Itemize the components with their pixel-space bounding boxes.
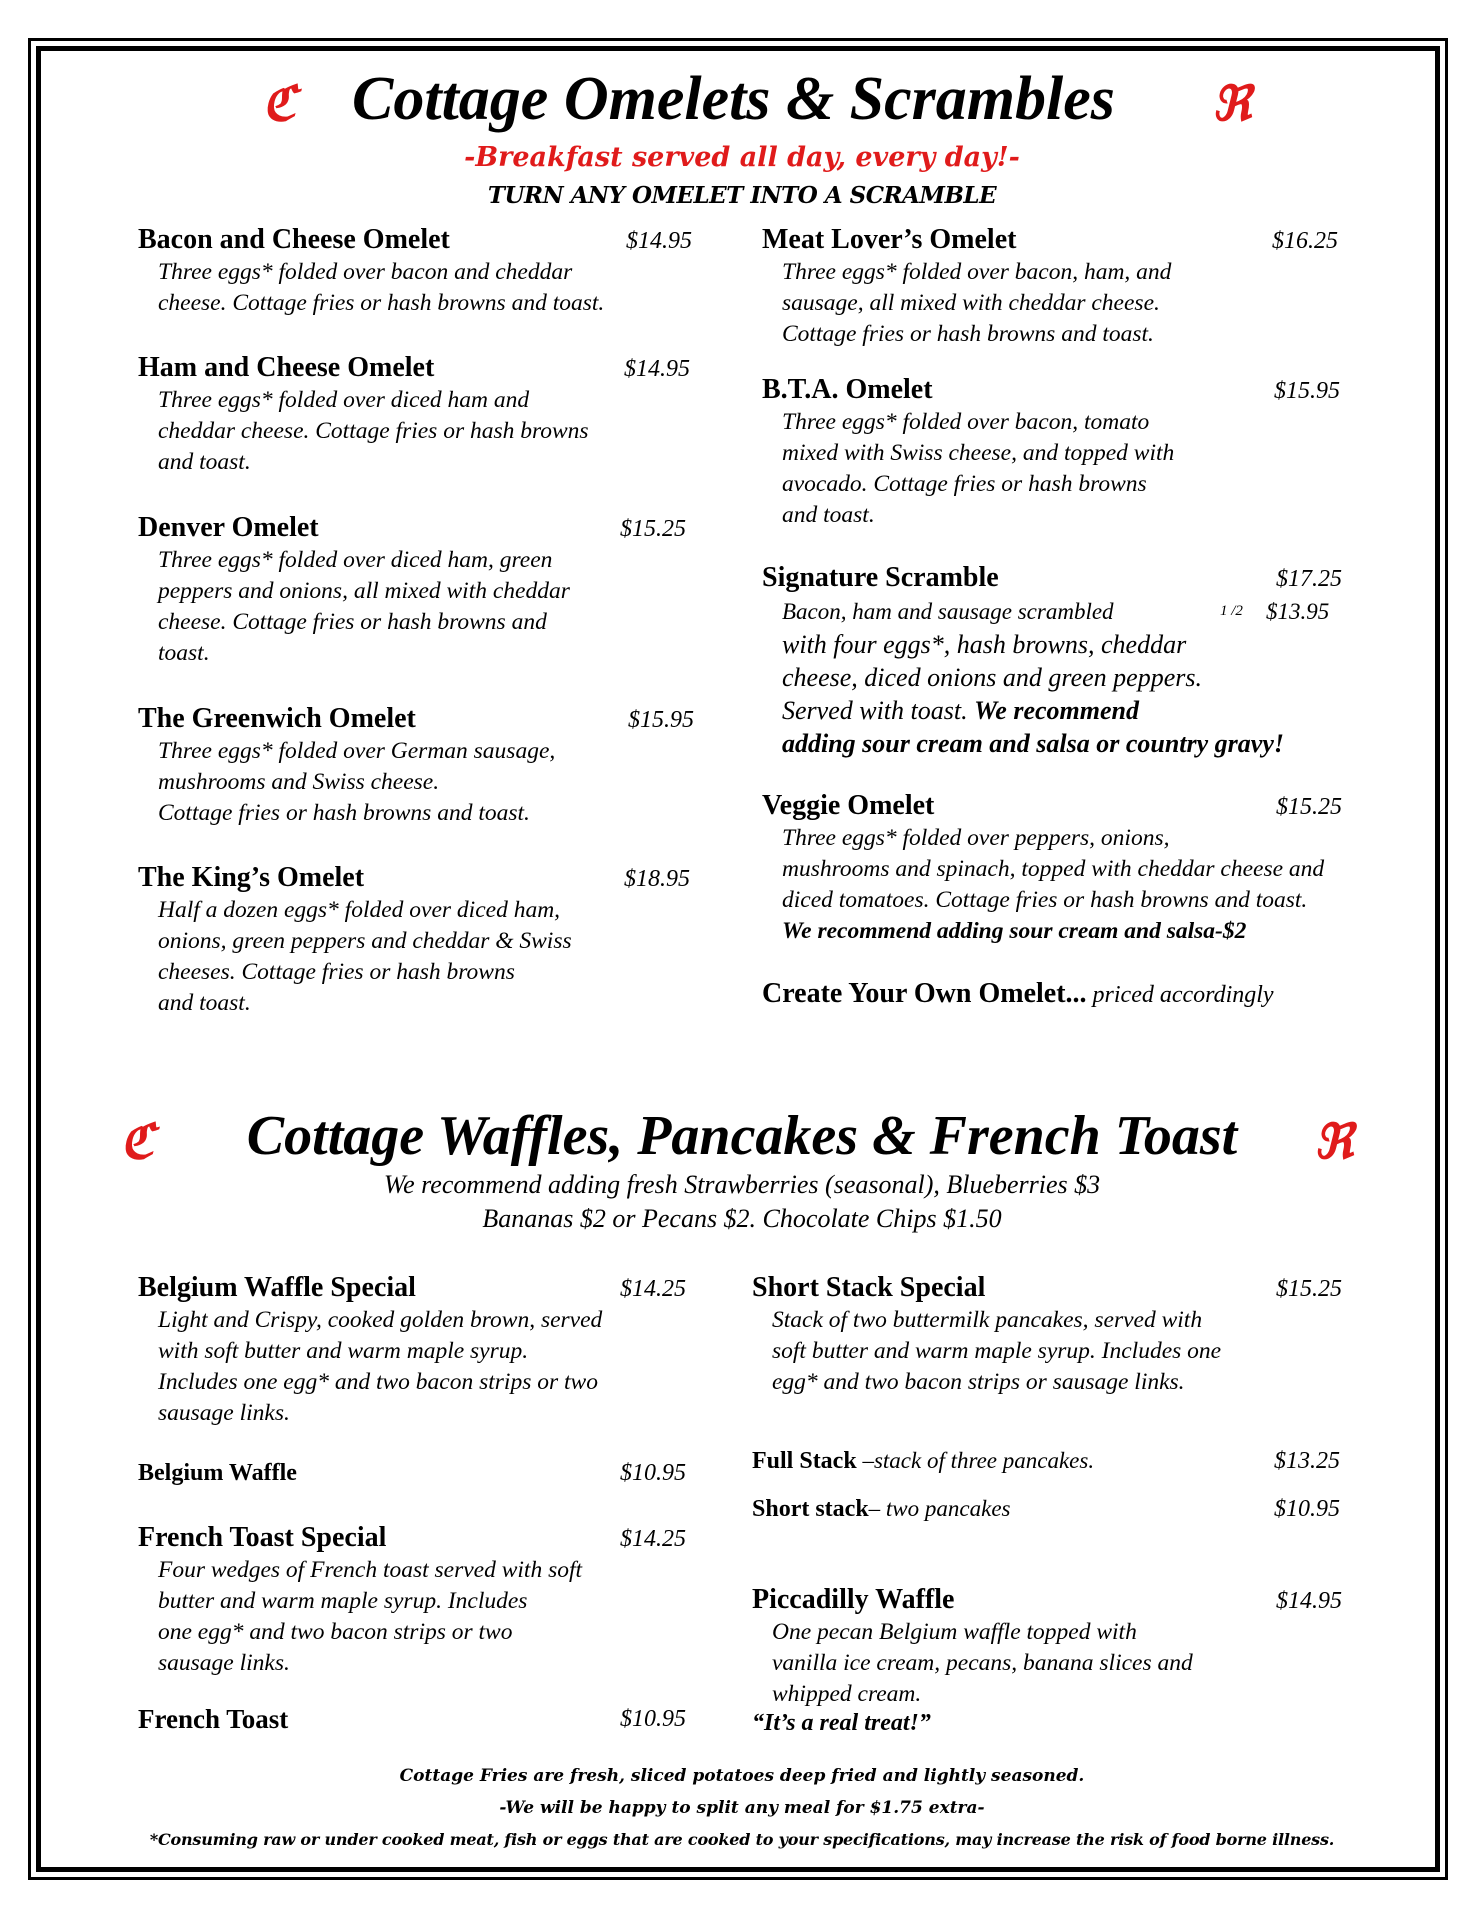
item-price: $15.25 (1276, 794, 1342, 820)
item-price: $17.25 (1276, 566, 1342, 592)
item-description: – two pancakes (868, 1496, 1011, 1521)
item-price: $10.95 (1274, 1496, 1340, 1522)
menu-item-french-toast-special (138, 1522, 718, 1679)
item-description: Half a dozen eggs* folded over diced ham, onions, green peppers and cheddar & Swiss cheeses. Cottage fries or hash browns and toast. (158, 897, 572, 1016)
menu-item-create-your-own (762, 978, 1422, 1010)
item-name: Short Stack Special (752, 1272, 986, 1303)
item-name: Denver Omelet (138, 512, 319, 543)
item-description: Three eggs* folded over bacon and cheddar cheese. Cottage fries or hash browns and toast. (158, 259, 605, 316)
menu-item-bta-omelet (762, 374, 1402, 531)
waffles-recommend-line-1: We recommend adding fresh Strawberries (seasonal), Blueberries $3 (383, 1170, 1101, 1199)
item-price: $14.95 (624, 356, 690, 382)
menu-item-veggie-omelet (762, 790, 1442, 947)
item-price: $15.25 (620, 516, 686, 542)
waffles-section-title: Cottage Waffles, Pancakes & French Toast (246, 1105, 1238, 1167)
item-description: Three eggs* folded over bacon, ham, and sausage, all mixed with cheddar cheese. Cottage fries or hash browns and toast. (782, 259, 1172, 347)
recommend-bold: We recommend adding sour cream and salsa-$2 (782, 918, 1247, 944)
footer-cottage-fries-note: Cottage Fries are fresh, sliced potatoes deep fried and lightly seasoned. (399, 1766, 1085, 1786)
item-price: $10.95 (620, 1460, 686, 1486)
item-name: Meat Lover’s Omelet (762, 224, 1017, 255)
menu-item-belgium-waffle (138, 1460, 718, 1487)
item-name: Short stack (752, 1496, 869, 1522)
recommend-bold: We recommend (974, 696, 1139, 725)
menu-item-signature-scramble (762, 562, 1422, 760)
item-name: Piccadilly Waffle (752, 1584, 955, 1615)
menu-item-bacon-cheese-omelet (138, 224, 698, 319)
menu-item-ham-cheese-omelet (138, 352, 698, 478)
item-price: $10.95 (620, 1706, 686, 1732)
item-name: The Greenwich Omelet (138, 703, 416, 734)
item-name: Full Stack (752, 1448, 857, 1474)
item-name: French Toast (138, 1704, 289, 1734)
half-portion-label: 1 /2 (1220, 603, 1243, 619)
item-name: French Toast Special (138, 1522, 387, 1553)
item-price: $14.25 (620, 1276, 686, 1302)
menu-item-french-toast (138, 1704, 718, 1735)
item-description: priced accordingly (1086, 982, 1274, 1008)
flourish-right-icon: ℜ (1212, 78, 1252, 131)
menu-item-greenwich-omelet (138, 703, 698, 829)
flourish-left-icon: ℭ (262, 78, 296, 131)
menu-item-belgium-waffle-special (138, 1272, 718, 1429)
menu-item-denver-omelet (138, 512, 698, 669)
item-description: One pecan Belgium waffle topped with vanilla ice cream, pecans, banana slices and whipped cream. (772, 1619, 1193, 1707)
item-name: Signature Scramble (762, 562, 999, 593)
item-name: Bacon and Cheese Omelet (138, 224, 450, 255)
item-name: Belgium Waffle Special (138, 1272, 416, 1303)
item-price: $14.25 (620, 1526, 686, 1552)
item-price: $15.25 (1276, 1276, 1342, 1302)
item-name: B.T.A. Omelet (762, 374, 933, 405)
item-name: Veggie Omelet (762, 790, 935, 821)
recommend-bold-2: adding sour cream and salsa or country gravy! (782, 729, 1284, 758)
item-price: $16.25 (1272, 228, 1338, 254)
item-price: $15.95 (1274, 378, 1340, 404)
menu-item-kings-omelet (138, 862, 698, 1019)
menu-item-full-stack (752, 1448, 1412, 1475)
footer-consumption-warning: *Consuming raw or under cooked meat, fish or eggs that are cooked to your specifications, may increase the risk of food borne illness. (149, 1830, 1335, 1849)
item-price: $14.95 (1276, 1588, 1342, 1614)
item-price: $13.25 (1274, 1448, 1340, 1474)
item-description: Three eggs* folded over German sausage, mushrooms and Swiss cheese. Cottage fries or hash browns and toast. (158, 738, 556, 826)
scramble-note: TURN ANY OMELET INTO A SCRAMBLE (487, 182, 997, 209)
flourish-right-icon: ℜ (1314, 1116, 1354, 1169)
footer-split-meal-note: -We will be happy to split any meal for $1.75 extra- (499, 1798, 985, 1818)
item-name: Create Your Own Omelet... (762, 978, 1087, 1009)
item-description: Three eggs* folded over diced ham and cheddar cheese. Cottage fries or hash browns and toast. (158, 387, 589, 475)
item-price: $14.95 (626, 228, 692, 254)
menu-item-short-stack (752, 1496, 1412, 1523)
menu-item-piccadilly-waffle (752, 1584, 1412, 1737)
flourish-left-icon: ℭ (120, 1116, 154, 1169)
menu-item-short-stack-special (752, 1272, 1412, 1398)
item-name: Belgium Waffle (138, 1460, 297, 1486)
item-price: $18.95 (624, 866, 690, 892)
item-name: The King’s Omelet (138, 862, 365, 893)
half-portion-price: $13.95 (1266, 599, 1330, 624)
item-tagline: “It’s a real treat!” (752, 1710, 931, 1736)
waffles-recommend-line-2: Bananas $2 or Pecans $2. Chocolate Chips $1.50 (482, 1204, 1002, 1233)
omelets-subtitle: -Breakfast served all day, every day!- (464, 142, 1020, 173)
item-description: Three eggs* folded over diced ham, green peppers and onions, all mixed with cheddar cheese. Cottage fries or hash browns and toast. (158, 547, 570, 666)
item-name: Ham and Cheese Omelet (138, 352, 435, 383)
omelets-section-title: Cottage Omelets & Scrambles (352, 65, 1115, 133)
item-description: Three eggs* folded over bacon, tomato mixed with Swiss cheese, and topped with avocado. Cottage fries or hash browns and toast. (782, 409, 1175, 528)
item-description: Three eggs* folded over peppers, onions, mushrooms and spinach, topped with cheddar cheese and diced tomatoes. Cottage fries or hash browns and toast. We recommend adding sour cream and salsa-$2 (782, 825, 1325, 944)
item-description: –stack of three pancakes. (856, 1448, 1095, 1473)
item-description: Light and Crispy, cooked golden brown, served with soft butter and warm maple syrup. Includes one egg* and two bacon strips or two sausage links. (158, 1307, 603, 1426)
item-description: Stack of two buttermilk pancakes, served with soft butter and warm maple syrup. Includes one egg* and two bacon strips or sausage links. (772, 1307, 1222, 1395)
item-description: Bacon, ham and sausage scrambled 1 /2 $13.95 with four eggs*, hash browns, cheddar cheese, diced onions and green peppers. Served with toast. We recommend adding sour cream and salsa or country gravy! (782, 595, 1422, 760)
item-description: Four wedges of French toast served with soft butter and warm maple syrup. Includes one egg* and two bacon strips or two sausage links. (158, 1557, 583, 1676)
menu-item-meat-lovers-omelet (762, 224, 1402, 350)
item-price: $15.95 (628, 707, 694, 733)
